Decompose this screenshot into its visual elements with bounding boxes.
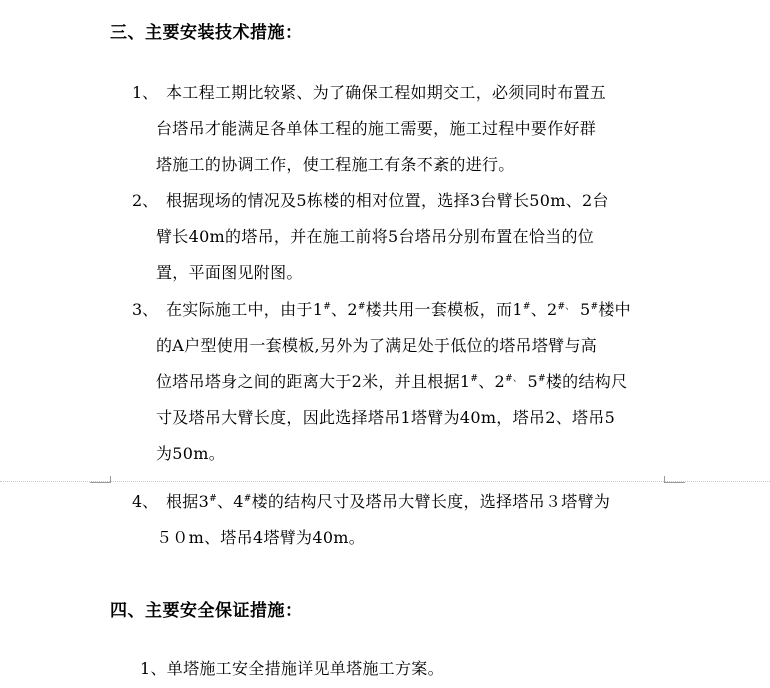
list-item-number: 4、 xyxy=(132,492,159,511)
text-run: 在实际施工中，由于1 xyxy=(166,300,324,319)
list-item-line: 的A户型使用一套模板,另外为了满足处于低位的塔吊塔臂与高 xyxy=(156,336,598,355)
superscript: # xyxy=(470,374,479,384)
superscript: # xyxy=(522,302,531,312)
text-run: 5 xyxy=(574,300,591,319)
list-item-number: 2、 xyxy=(132,191,159,210)
list-item-line: 台塔吊才能满足各单体工程的施工需要，施工过程中要作好群 xyxy=(156,119,597,138)
list-item-line: 置，平面图见附图。 xyxy=(156,263,303,282)
text-run: 、4 xyxy=(216,492,244,511)
list-item-line xyxy=(166,297,631,320)
text-run: 位塔吊塔身之间的距离大于2米，并且根据1 xyxy=(156,372,471,391)
superscript: # xyxy=(243,494,252,504)
text-run: 楼共用一套模板，而1 xyxy=(365,300,523,319)
superscript: # xyxy=(538,374,546,384)
text-run: 、2 xyxy=(331,300,358,319)
list-item-line: ５０m、塔吊4塔臂为40m。 xyxy=(156,528,366,547)
list-item-line: 根据现场的情况及5栋楼的相对位置，选择3台臂长50m、2台 xyxy=(166,191,609,210)
list-item-number: 1、 xyxy=(132,83,159,102)
margin-corner-mark-left xyxy=(90,476,111,483)
list-item-line: 塔施工的协调工作，使工程施工有条不紊的进行。 xyxy=(156,155,515,174)
list-item-line: 寸及塔吊大臂长度，因此选择塔吊1塔臂为40m，塔吊2、塔吊5 xyxy=(156,408,616,427)
text-run: 、2 xyxy=(530,300,558,319)
page-break-divider xyxy=(0,481,770,482)
text-run: 、2 xyxy=(478,372,505,391)
list-item-line: 臂长40m的塔吊，并在施工前将5台塔吊分别布置在恰当的位 xyxy=(156,227,595,246)
list-item-line xyxy=(166,489,610,512)
margin-corner-mark-right xyxy=(664,476,685,483)
text-run: 楼的结构尺 xyxy=(545,372,628,391)
text-run: 根据3 xyxy=(166,492,210,511)
list-item-line: 本工程工期比较紧、为了确保工程如期交工，必须同时布置五 xyxy=(166,83,607,102)
text-run: 楼中 xyxy=(598,300,631,319)
list-item-line: 为50m。 xyxy=(156,444,226,463)
list-item-number: 3、 xyxy=(132,300,159,319)
section-heading: 四、主要安全保证措施： xyxy=(110,601,303,621)
superscript: # xyxy=(323,302,332,312)
page-title: 三、主要安装技术措施： xyxy=(110,23,303,43)
superscript: #、 xyxy=(557,302,575,312)
superscript: # xyxy=(209,494,217,504)
superscript: # xyxy=(357,302,366,312)
list-item: 1、单塔施工安全措施详见单塔施工方案。 xyxy=(140,659,444,678)
superscript: #、 xyxy=(505,374,523,384)
text-run: 5 xyxy=(522,372,539,391)
superscript: # xyxy=(590,302,599,312)
list-item-line xyxy=(156,369,627,392)
text-run: 楼的结构尺寸及塔吊大臂长度，选择塔吊３塔臂为 xyxy=(251,492,611,511)
